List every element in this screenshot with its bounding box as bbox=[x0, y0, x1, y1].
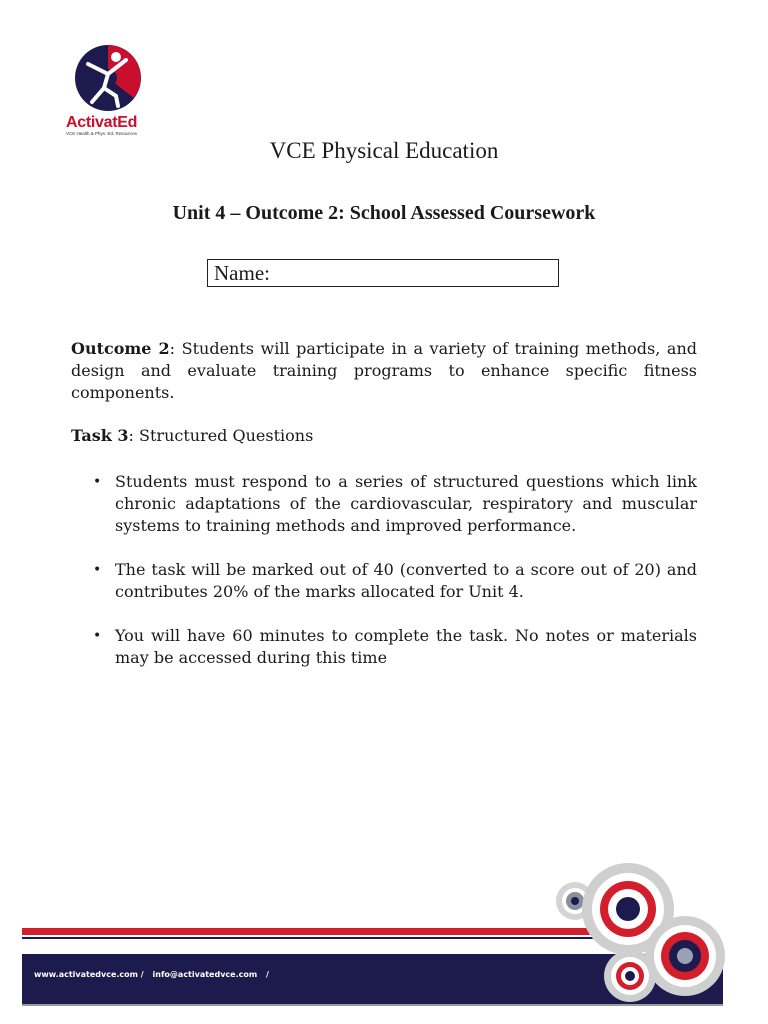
logo-wordmark: ActivatEd bbox=[66, 114, 138, 131]
page-subtitle: Unit 4 – Outcome 2: School Assessed Coursework bbox=[172, 202, 596, 224]
activated-logo-icon bbox=[74, 44, 142, 112]
right-target-icon bbox=[645, 916, 725, 996]
logo-tagline: VCE Health & Phys. Ed. Resources bbox=[66, 131, 138, 136]
outcome-paragraph bbox=[71, 338, 697, 404]
bullet-icon: • bbox=[93, 628, 102, 644]
outcome-text: : Students will participate in a variety of training methods, and design and evaluate training programs to enhance specific fitness components. bbox=[71, 339, 698, 402]
footer-links bbox=[34, 970, 275, 979]
footer-decoration bbox=[0, 850, 768, 1024]
bullet-icon: • bbox=[93, 474, 102, 490]
bullet-text: You will have 60 minutes to complete the task. No notes or materials may be accessed during this time bbox=[115, 626, 697, 667]
task-text: : Structured Questions bbox=[128, 426, 314, 445]
list-item bbox=[92, 559, 697, 603]
footer-separator: / bbox=[266, 970, 269, 979]
email-link[interactable]: info@activatedvce.com bbox=[152, 970, 258, 979]
footer-shadow bbox=[22, 1004, 723, 1006]
bullet-icon: • bbox=[93, 562, 102, 578]
page-title: VCE Physical Education bbox=[269, 138, 499, 163]
list-item bbox=[92, 625, 697, 669]
name-field[interactable] bbox=[207, 259, 559, 287]
task-paragraph bbox=[71, 425, 697, 447]
bullet-text: The task will be marked out of 40 (converted to a score out of 20) and contributes 20% of the marks allocated for Unit 4. bbox=[115, 560, 697, 601]
logo bbox=[66, 44, 156, 136]
requirements-list bbox=[92, 471, 697, 691]
website-link[interactable]: www.activatedvce.com / bbox=[34, 970, 144, 979]
footer-red-stripe bbox=[22, 928, 642, 935]
bottom-target-icon bbox=[604, 950, 656, 1002]
list-item bbox=[92, 471, 697, 537]
task-label: Task 3 bbox=[71, 426, 129, 445]
bullet-text: Students must respond to a series of structured questions which link chronic adaptations of the cardiovascular, respiratory and muscular systems to training methods and improved performance. bbox=[115, 472, 697, 535]
name-label: Name: bbox=[214, 261, 270, 285]
footer-thin-stripe bbox=[22, 937, 642, 939]
outcome-label: Outcome 2 bbox=[71, 339, 170, 358]
